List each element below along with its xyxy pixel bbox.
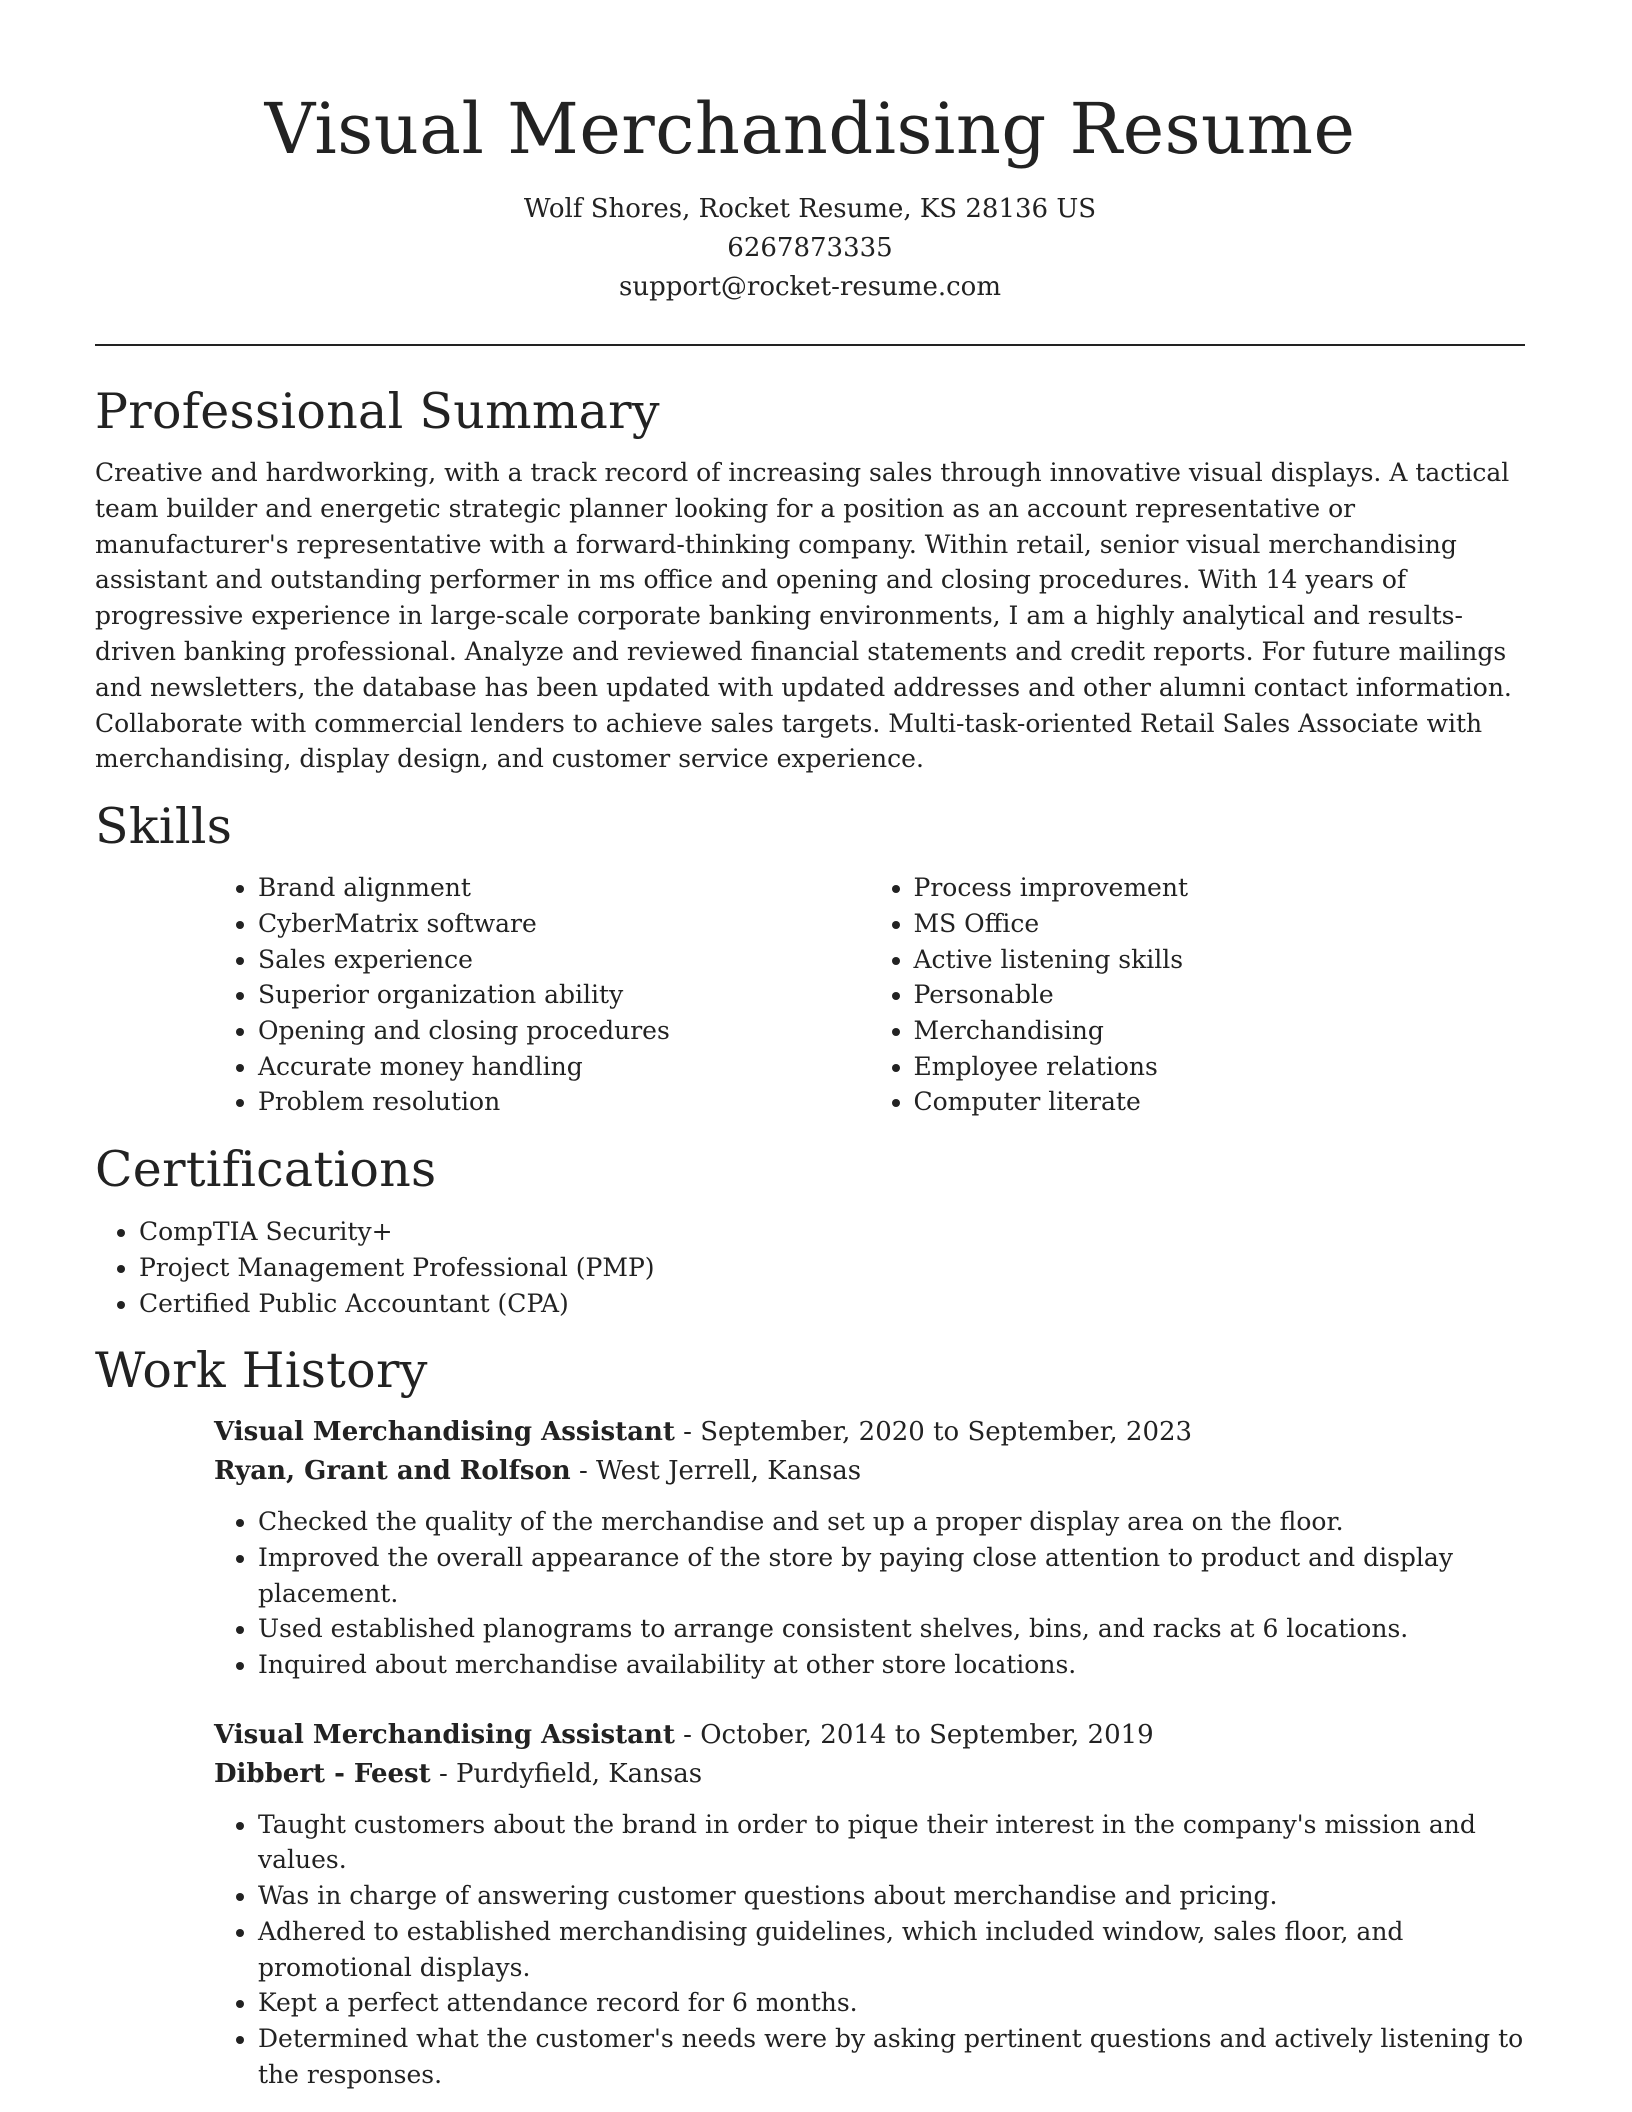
certification-item: • Certified Public Accountant (CPA) xyxy=(139,1286,1525,1322)
job-company-line: Ryan, Grant and Rolfson - West Jerrell, Kansas xyxy=(214,1456,862,1487)
job-dates: September, 2020 to September, 2023 xyxy=(700,1417,1193,1448)
job-entry xyxy=(214,1716,1525,2093)
job-duty-item: • Improved the overall appearance of the store by paying close attention to product and display placement. xyxy=(258,1540,1525,1611)
skills-heading: Skills xyxy=(95,798,233,856)
job-title-line: Visual Merchandising Assistant - October, 2014 to September, 2019 xyxy=(214,1719,1154,1750)
skill-item: • MS Office xyxy=(914,906,1526,942)
certification-item: • Project Management Professional (PMP) xyxy=(139,1250,1525,1286)
contact-address: Wolf Shores, Rocket Resume, KS 28136 US xyxy=(523,194,1097,224)
job-title-line: Visual Merchandising Assistant - September, 2020 to September, 2023 xyxy=(214,1417,1193,1448)
job-title: Visual Merchandising Assistant xyxy=(214,1417,675,1448)
resume-title: Visual Merchandising Resume xyxy=(264,88,1356,170)
skill-item: • Problem resolution xyxy=(258,1084,870,1120)
job-duty-item: • Kept a perfect attendance record for 6 months. xyxy=(258,1985,1525,2021)
contact-email: support@rocket-resume.com xyxy=(618,272,1001,302)
skill-item: • Personable xyxy=(914,977,1526,1013)
job-company-line: Dibbert - Feest - Purdyfield, Kansas xyxy=(214,1758,703,1789)
skill-item: • CyberMatrix software xyxy=(258,906,870,942)
summary-text: Creative and hardworking, with a track record of increasing sales through innovative visual displays. A tactical team builder and energetic strategic planner looking for a position as an account representative or manufacturer's representative with a forward-thinking company. Within retail, senior visual merchandising assistant and outstanding performer in ms office and opening and closing procedures. With 14 years of progressive experience in large-scale corporate banking environments, I am a highly analytical and results-driven banking professional. Analyze and reviewed financial statements and credit reports. For future mailings and newsletters, the database has been updated with updated addresses and other alumni contact information. Collaborate with commercial lenders to achieve sales targets. Multi-task-oriented Retail Sales Associate with merchandising, display design, and customer service experience. xyxy=(95,458,1512,774)
job-duty-item: • Was in charge of answering customer questions about merchandise and pricing. xyxy=(258,1878,1525,1914)
skills-list xyxy=(214,870,1525,1120)
skill-item: • Opening and closing procedures xyxy=(258,1013,870,1049)
job-location: West Jerrell, Kansas xyxy=(596,1456,862,1487)
summary-heading: Professional Summary xyxy=(95,383,660,440)
skill-item: • Process improvement xyxy=(914,870,1526,906)
job-company: Dibbert - Feest xyxy=(214,1758,431,1789)
skills-column-left xyxy=(214,870,870,1120)
contact-phone: 6267873335 xyxy=(727,233,893,263)
job-duty-item: • Used established planograms to arrange consistent shelves, bins, and racks at 6 locations. xyxy=(258,1611,1525,1647)
job-entry xyxy=(214,1413,1525,1683)
job-duty-item: • Checked the quality of the merchandise and set up a proper display area on the floor. xyxy=(258,1504,1525,1540)
job-duties-list xyxy=(214,1504,1525,1683)
header-divider xyxy=(95,344,1525,346)
job-company: Ryan, Grant and Rolfson xyxy=(214,1456,571,1487)
skill-item: • Employee relations xyxy=(914,1049,1526,1085)
skill-item: • Sales experience xyxy=(258,942,870,978)
skill-item: • Merchandising xyxy=(914,1013,1526,1049)
job-location: Purdyfield, Kansas xyxy=(456,1758,703,1789)
job-title: Visual Merchandising Assistant xyxy=(214,1719,675,1750)
job-duty-item: • Inquired about merchandise availability at other store locations. xyxy=(258,1647,1525,1683)
certifications-heading: Certifications xyxy=(95,1141,437,1199)
skill-item: • Active listening skills xyxy=(914,942,1526,978)
job-duty-item: • Adhered to established merchandising guidelines, which included window, sales floor, and promotional displays. xyxy=(258,1914,1525,1985)
skill-item: • Brand alignment xyxy=(258,870,870,906)
work-history-heading: Work History xyxy=(95,1342,428,1400)
job-dates: October, 2014 to September, 2019 xyxy=(700,1719,1154,1750)
job-duties-list xyxy=(214,1807,1525,2093)
skill-item: • Computer literate xyxy=(914,1084,1526,1120)
skills-column-right xyxy=(870,870,1526,1120)
resume-page xyxy=(95,0,1525,2092)
contact-block xyxy=(95,190,1525,307)
job-duty-item: • Taught customers about the brand in order to pique their interest in the company's mission and values. xyxy=(258,1807,1525,1878)
skill-item: • Accurate money handling xyxy=(258,1049,870,1085)
certifications-list xyxy=(95,1214,1525,1321)
certification-item: • CompTIA Security+ xyxy=(139,1214,1525,1250)
job-duty-item: • Determined what the customer's needs were by asking pertinent questions and actively listening to the responses. xyxy=(258,2021,1525,2092)
skill-item: • Superior organization ability xyxy=(258,977,870,1013)
